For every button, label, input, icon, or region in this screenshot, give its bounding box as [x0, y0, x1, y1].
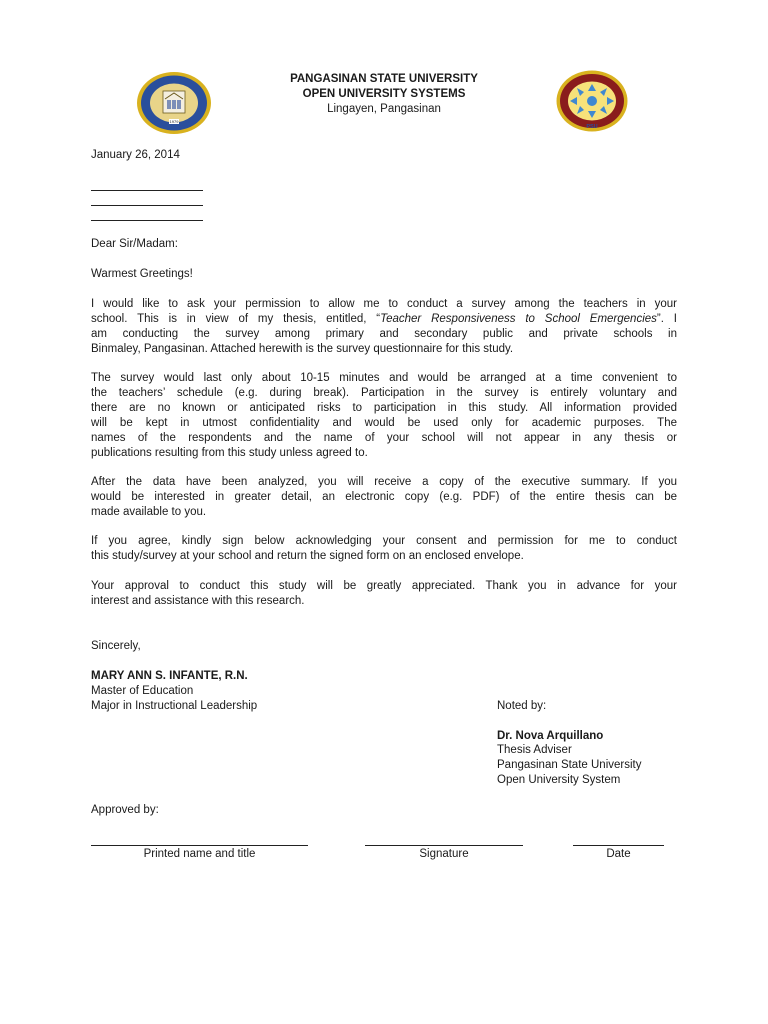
sender-degree: Master of Education — [91, 685, 194, 697]
paragraph-2 — [91, 371, 677, 461]
paragraph-2-line: will be kept in utmost confidentiality and would be used only for academic purposes. The — [91, 417, 677, 429]
signature-label: Signature — [419, 848, 469, 860]
paragraph-1-line-2-pre: school. This is in view of my thesis, entitled, “ — [91, 313, 381, 325]
paragraph-1-line-3: am conducting the survey among primary and secondary public and private schools in — [91, 328, 677, 340]
recipient-blank-3 — [91, 220, 203, 221]
paragraph-4-line: If you agree, kindly sign below acknowledging your consent and permission for me to conduct — [91, 535, 677, 547]
paragraph-3-line: After the data have been analyzed, you will receive a copy of the executive summary. If you — [91, 476, 677, 488]
university-location: Lingayen, Pangasinan — [327, 103, 441, 115]
adviser-title: Thesis Adviser — [497, 744, 572, 756]
closing: Sincerely, — [91, 640, 141, 652]
paragraph-2-line: The survey would last only about 10-15 minutes and would be arranged at a time convenient to — [91, 372, 677, 384]
paragraph-1-line-2 — [91, 312, 677, 327]
paragraph-3 — [91, 475, 677, 520]
paragraph-4 — [91, 534, 677, 564]
approved-by-label: Approved by: — [91, 804, 159, 816]
paragraph-2-line: publications resulting from this study unless agreed to. — [91, 447, 368, 459]
thesis-title: Teacher Responsiveness to School Emergencies — [380, 313, 657, 325]
paragraph-1 — [91, 297, 677, 357]
paragraph-1-line-2-post: ”. I — [656, 313, 677, 325]
recipient-blank-1 — [91, 190, 203, 191]
paragraph-3-line: made available to you. — [91, 506, 207, 518]
printed-name-line — [91, 845, 308, 846]
letterhead — [0, 72, 768, 117]
paragraph-2-line: there are no known or anticipated risks to participation in this study. All information provided — [91, 402, 677, 414]
letter-date: January 26, 2014 — [91, 149, 180, 161]
system-name: OPEN UNIVERSITY SYSTEMS — [302, 88, 466, 100]
seal-year: 1979 — [169, 119, 179, 125]
adviser-system: Open University System — [497, 774, 621, 786]
university-name: PANGASINAN STATE UNIVERSITY — [290, 73, 478, 85]
paragraph-1-line-1: I would like to ask your permission to allow me to conduct a survey among the teachers in your — [91, 298, 677, 310]
paragraph-5-line: Your approval to conduct this study will be greatly appreciated. Thank you in advance for your — [91, 580, 677, 592]
recipient-blank-2 — [91, 205, 203, 206]
paragraph-2-line: names of the respondents and the name of your school will not appear in any thesis or — [91, 432, 677, 444]
salutation: Dear Sir/Madam: — [91, 238, 178, 250]
printed-name-label: Printed name and title — [143, 848, 256, 860]
paragraph-2-line: the teachers’ schedule (e.g. during break). Participation in the survey is entirely voluntary and — [91, 387, 677, 399]
paragraph-3-line: would be interested in greater detail, an electronic copy (e.g. PDF) of the entire thesis can be — [91, 491, 677, 503]
date-label: Date — [606, 848, 631, 860]
sender-name: MARY ANN S. INFANTE, R.N. — [91, 670, 248, 682]
paragraph-4-line: this study/survey at your school and return the signed form on an enclosed envelope. — [91, 550, 524, 562]
adviser-university: Pangasinan State University — [497, 759, 642, 771]
date-line — [573, 845, 664, 846]
signature-line — [365, 845, 523, 846]
paragraph-1-line-4: Binmaley, Pangasinan. Attached herewith is the survey questionnaire for this study. — [91, 343, 514, 355]
adviser-name: Dr. Nova Arquillano — [497, 730, 604, 742]
seal-psu-text: PSU — [586, 124, 598, 130]
sender-major: Major in Instructional Leadership — [91, 700, 258, 712]
greeting: Warmest Greetings! — [91, 268, 193, 280]
noted-by-label: Noted by: — [497, 700, 547, 712]
paragraph-5 — [91, 579, 677, 609]
paragraph-5-line: interest and assistance with this research. — [91, 595, 305, 607]
